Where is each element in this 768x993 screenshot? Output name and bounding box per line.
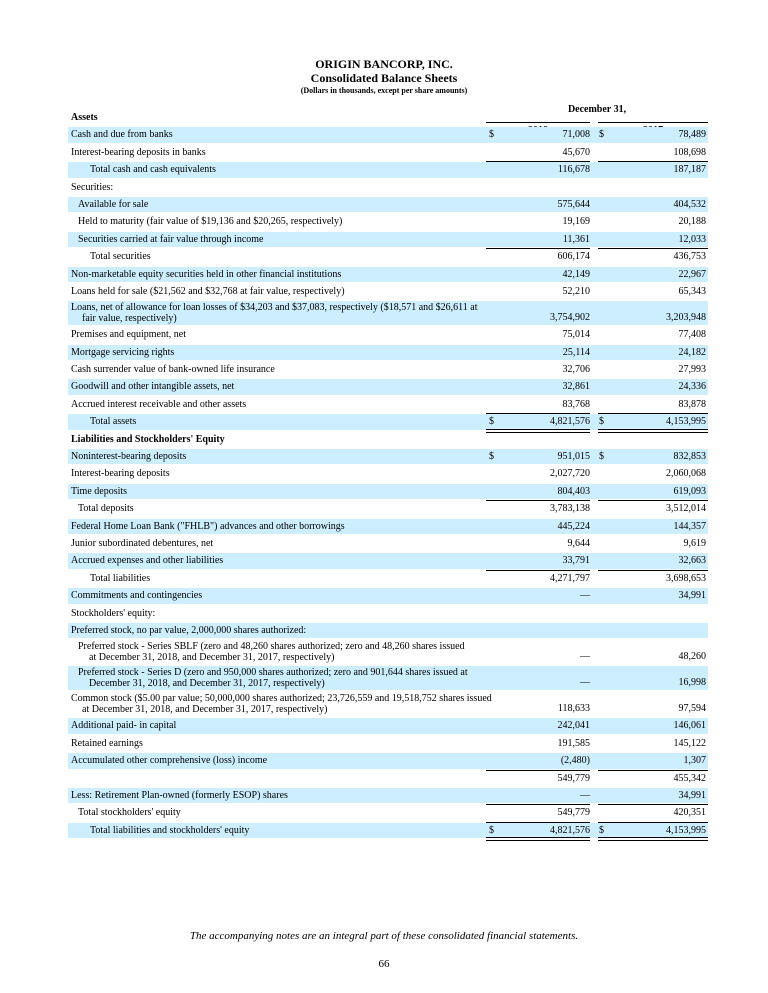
row-label: Federal Home Loan Bank ("FHLB") advances and other borrowings (71, 520, 345, 532)
value-2018: 19,169 (562, 216, 590, 228)
value-2018: 83,768 (562, 398, 590, 410)
row-label: Goodwill and other intangible assets, net (71, 381, 235, 393)
row-label: Loans, net of allowance for loan losses of $34,203 and $37,083, respectively ($18,571 and $26,611 at fair value, respectively) (71, 302, 478, 325)
table-row (68, 396, 708, 413)
table-row (68, 448, 708, 465)
value-2018: 11,361 (562, 233, 590, 245)
table-row (68, 787, 708, 804)
dollar-sign: $ (489, 416, 494, 428)
table-row (68, 344, 708, 361)
value-2018: 71,008 (562, 129, 590, 141)
row-label: Securities: (71, 181, 114, 193)
company-name: ORIGIN BANCORP, INC. (315, 57, 453, 71)
table-row-subtotal (68, 770, 708, 787)
row-label: Total assets (90, 416, 137, 428)
table-row (68, 300, 708, 326)
statement-title: Consolidated Balance Sheets (310, 71, 458, 85)
value-2018: 25,114 (562, 346, 590, 358)
value-2018: 606,174 (557, 251, 590, 263)
table-row (68, 639, 708, 665)
value-2017: 27,993 (678, 364, 706, 376)
dollar-sign: $ (489, 824, 494, 836)
page-number: 66 (378, 958, 390, 970)
row-label: Total deposits (78, 503, 134, 515)
dollar-sign: $ (489, 129, 494, 141)
table-row (68, 752, 708, 769)
value-2017: 145,122 (673, 737, 706, 749)
row-label: Available for sale (78, 198, 149, 210)
table-row (68, 483, 708, 500)
value-2017: 3,698,653 (666, 572, 706, 584)
value-2017: 146,061 (673, 720, 706, 732)
table-row (68, 179, 708, 196)
value-2018: 9,644 (567, 537, 590, 549)
row-label: Cash surrender value of bank-owned life insurance (71, 364, 275, 376)
table-row (68, 665, 708, 691)
value-2017: 34,991 (678, 789, 706, 801)
value-2018: 575,644 (557, 198, 590, 210)
table-row (68, 622, 708, 639)
value-2018: 116,678 (557, 164, 590, 176)
table-row (68, 361, 708, 378)
dollar-sign: $ (599, 129, 604, 141)
value-2017: 24,336 (678, 381, 706, 393)
table-row-total (68, 248, 708, 265)
value-2018: 45,670 (562, 146, 590, 158)
value-2018: 445,224 (557, 520, 590, 532)
value-2018: 4,821,576 (550, 416, 590, 428)
value-2018: 2,027,720 (550, 468, 590, 480)
row-label: Mortgage servicing rights (71, 346, 175, 358)
value-2017: 32,663 (678, 555, 706, 567)
value-2018: 118,633 (557, 703, 590, 715)
table-row-grand-total (68, 413, 708, 430)
table-row (68, 691, 708, 717)
section-header-assets (68, 109, 708, 126)
value-2017: 3,512,014 (666, 503, 706, 515)
value-2017: 832,853 (673, 451, 706, 463)
row-label: Retained earnings (71, 737, 143, 749)
table-row (68, 283, 708, 300)
row-label: Preferred stock - Series SBLF (zero and 48,260 shares authorized; zero and 48,260 shares issued at December 31, 2018, and December 31, 2017, respectively) (78, 641, 465, 664)
value-2017: 34,991 (678, 590, 706, 602)
table-row (68, 552, 708, 569)
value-2017: 2,060,068 (666, 468, 706, 480)
value-2018: 4,271,797 (550, 572, 590, 584)
value-2018: 549,779 (557, 772, 590, 784)
row-label: Preferred stock, no par value, 2,000,000 shares authorized: (71, 624, 307, 636)
dollar-sign: $ (599, 451, 604, 463)
value-2017: 83,878 (678, 398, 706, 410)
row-label: Total liabilities and stockholders' equity (90, 824, 250, 836)
row-label: Total cash and cash equivalents (90, 164, 216, 176)
value-2017: 187,187 (673, 164, 706, 176)
row-label: Loans held for sale ($21,562 and $32,768 at fair value, respectively) (71, 285, 345, 297)
value-2018: 32,861 (562, 381, 590, 393)
row-label: Junior subordinated debentures, net (71, 537, 214, 549)
table-row-grand-total (68, 822, 708, 839)
section-header-liabilities (68, 431, 708, 448)
row-label: Accumulated other comprehensive (loss) income (71, 755, 268, 767)
value-2018: 42,149 (562, 268, 590, 280)
value-2017: 9,619 (683, 537, 706, 549)
table-row (68, 535, 708, 552)
value-2017: 455,342 (673, 772, 706, 784)
row-label: Interest-bearing deposits (71, 468, 170, 480)
value-2018: 3,754,902 (550, 312, 590, 324)
value-2017: 65,343 (678, 285, 706, 297)
value-2017: 24,182 (678, 346, 706, 358)
row-label: Accrued expenses and other liabilities (71, 555, 224, 567)
value-2018: 549,779 (557, 807, 590, 819)
value-2017: 144,357 (673, 520, 706, 532)
table-row (68, 587, 708, 604)
value-2018: 32,706 (562, 364, 590, 376)
value-2018: — (580, 677, 590, 689)
table-row-total (68, 161, 708, 178)
table-row (68, 518, 708, 535)
value-2018: 804,403 (557, 485, 590, 497)
value-2017: 420,351 (673, 807, 706, 819)
period-header: December 31, (567, 104, 627, 115)
row-label: Preferred stock - Series D (zero and 950,000 shares authorized; zero and 901,644 shares issued at December 31, 2018, and December 31, 2017, respectively) (78, 667, 468, 690)
row-label: Non-marketable equity securities held in other financial institutions (71, 268, 342, 280)
table-row (68, 378, 708, 395)
row-label: Common stock ($5.00 par value; 50,000,000 shares authorized; 23,726,559 and 19,518,752 shares issued at December 31, 2018, and December 31, 2017, respectively) (71, 693, 492, 716)
row-label: Commitments and contingencies (71, 590, 203, 602)
row-label: Less: Retirement Plan-owned (formerly ESOP) shares (71, 789, 288, 801)
table-row-total (68, 500, 708, 517)
balance-sheet-table (68, 109, 708, 839)
row-label: Held to maturity (fair value of $19,136 and $20,265, respectively) (78, 216, 343, 228)
table-row (68, 266, 708, 283)
dollar-sign: $ (489, 451, 494, 463)
value-2017: 436,753 (673, 251, 706, 263)
table-row (68, 605, 708, 622)
value-2017: 108,698 (673, 146, 706, 158)
dollar-sign: $ (599, 824, 604, 836)
value-2018: 951,015 (557, 451, 590, 463)
table-row (68, 196, 708, 213)
row-label: Assets (71, 112, 98, 123)
row-label: Stockholders' equity: (71, 607, 156, 619)
footer-note: The accompanying notes are an integral part of these consolidated financial statements. (189, 930, 579, 942)
value-2018: 4,821,576 (550, 824, 590, 836)
row-label: Accrued interest receivable and other assets (71, 398, 247, 410)
value-2018: — (580, 651, 590, 663)
table-row-total (68, 804, 708, 821)
value-2017: 48,260 (678, 651, 706, 663)
value-2017: 16,998 (678, 677, 706, 689)
value-2017: 22,967 (678, 268, 706, 280)
value-2017: 3,203,948 (666, 312, 706, 324)
row-label: Interest-bearing deposits in banks (71, 146, 206, 158)
value-2018: (2,480) (560, 755, 590, 767)
table-row (68, 126, 708, 143)
value-2017: 77,408 (678, 329, 706, 341)
table-row (68, 326, 708, 343)
row-label: Time deposits (71, 485, 128, 497)
table-row (68, 213, 708, 230)
value-2018: 242,041 (557, 720, 590, 732)
value-2017: 4,153,995 (666, 416, 706, 428)
row-label: Additional paid‑ in capital (71, 720, 177, 732)
value-2017: 619,093 (673, 485, 706, 497)
value-2017: 20,188 (678, 216, 706, 228)
value-2017: 97,594 (678, 703, 706, 715)
row-label: Noninterest-bearing deposits (71, 451, 187, 463)
table-row (68, 144, 708, 161)
value-2017: 78,489 (678, 129, 706, 141)
row-label: Cash and due from banks (71, 129, 173, 141)
table-row-total (68, 570, 708, 587)
table-row (68, 231, 708, 248)
value-2018: 3,783,138 (550, 503, 590, 515)
dollar-sign: $ (599, 416, 604, 428)
row-label: Total securities (90, 251, 151, 263)
value-2018: 75,014 (562, 329, 590, 341)
value-2018: — (580, 590, 590, 602)
row-label: Total liabilities (90, 572, 151, 584)
table-row (68, 735, 708, 752)
value-2018: 33,791 (562, 555, 590, 567)
statement-subtitle: (Dollars in thousands, except per share amounts) (300, 86, 468, 95)
table-row (68, 717, 708, 734)
value-2017: 4,153,995 (666, 824, 706, 836)
value-2017: 12,033 (678, 233, 706, 245)
value-2018: 191,585 (557, 737, 590, 749)
row-label: Premises and equipment, net (71, 329, 186, 341)
row-label: Total stockholders' equity (78, 807, 181, 819)
value-2017: 1,307 (683, 755, 706, 767)
table-row (68, 465, 708, 482)
row-label: Liabilities and Stockholders' Equity (71, 433, 225, 445)
value-2017: 404,532 (673, 198, 706, 210)
row-label: Securities carried at fair value through income (78, 233, 264, 245)
value-2018: — (580, 789, 590, 801)
value-2018: 52,210 (562, 285, 590, 297)
